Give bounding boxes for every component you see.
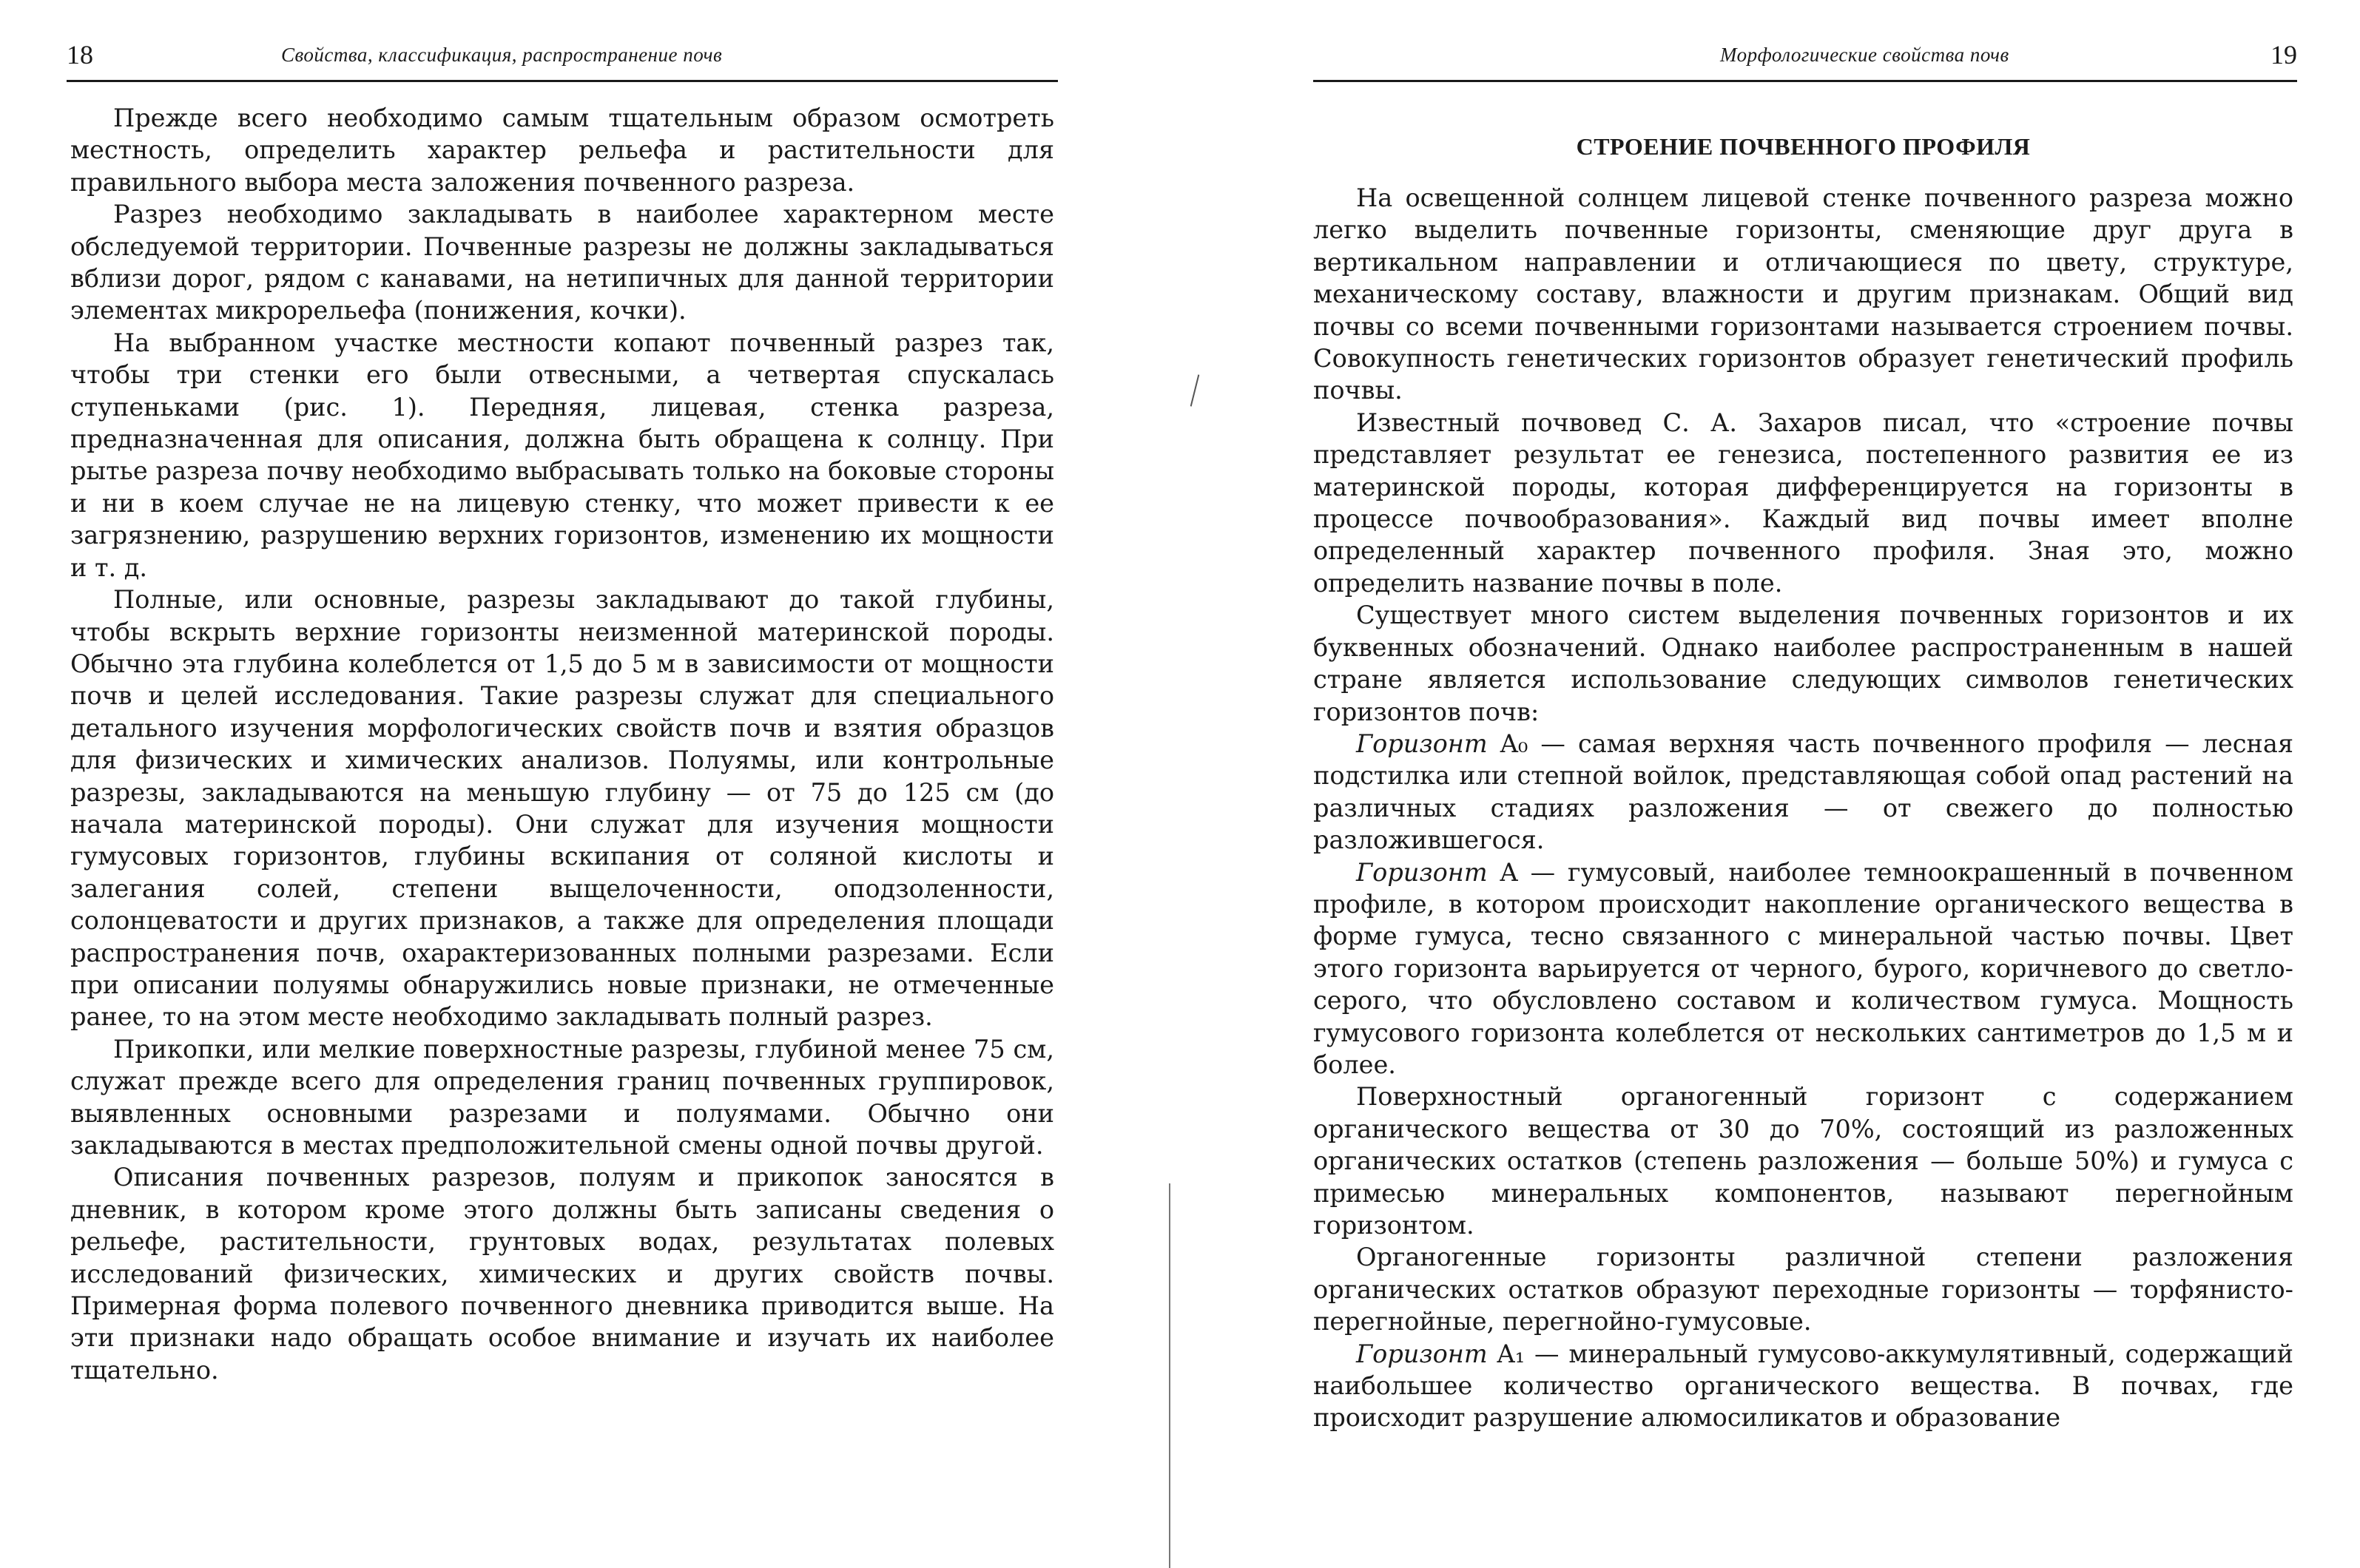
left-page-body — [70, 102, 1054, 1386]
body-paragraph — [1313, 728, 2293, 856]
left-page-header — [67, 36, 1058, 82]
body-paragraph: Разрез необходимо закладывать в наиболее характерном месте обследуемой территории. Почвенные разрезы не должны закладываться вблизи дорог, рядом с канавами, на нетипичных для данной территории элементах микрорельефа (понижения, кочки). — [70, 200, 1054, 325]
paragraph-term: Горизонт — [1356, 729, 1488, 758]
left-running-head: Свойства, классификация, распространение почв — [281, 44, 723, 66]
body-paragraph: Описания почвенных разрезов, полуям и прикопок заносятся в дневник, в котором кроме этого должны быть записаны сведения о рельефе, растительности, грунтовых водах, результатах полевых исследований физических, химических и других свойств почвы. Примерная форма полевого почвенного дневника приводится выше. На эти признаки надо обращать особое внимание и изучать их наиболее тщательно. — [70, 1163, 1054, 1385]
paragraph-text: Известный почвовед С. А. Захаров писал, что «строение почвы представляет результат ее генезиса, постепенного развития ее из материнской породы, которая дифференцируется на горизонты в процессе почвообразования». Каждый вид почвы имеет вполне определенный характер почвенного профиля. Зная это, можно определить название почвы в поле. — [1313, 408, 2293, 598]
body-paragraph — [1313, 182, 2293, 407]
paragraph-text: На освещенной солнцем лицевой стенке почвенного разреза можно легко выделить почвенные горизонты, сменяющие друг друга в вертикальном направлении и отличающиеся по цвету, структуре, механическому составу, влажности и другим признакам. Общий вид почвы со всеми почвенными горизонтами называется строением почвы. Совокупность генетических горизонтов образует генетический профиль почвы. — [1313, 183, 2293, 405]
right-page-header — [1313, 36, 2297, 82]
paragraph-term: Горизонт — [1356, 857, 1488, 887]
gutter-scan-mark — [1169, 1183, 1170, 1568]
body-paragraph: Полные, или основные, разрезы закладывают до такой глубины, чтобы вскрыть верхние горизонты неизменной материнской породы. Обычно эта глубина колеблется от 1,5 до 5 м в зависимости от мощности почв и целей исследования. Такие разрезы служат для специального детального изучения морфологических свойств почв и взятия образцов для физических и химических анализов. Полуямы, или контрольные разрезы, закладываются на меньшую глубину — от 75 до 125 см (до начала материнской породы). Они служат для изучения мощности гумусовых горизонтов, глубины вскипания от соляной кислоты и залегания солей, степени выщелоченности, оподзоленности, солонцеватости и других признаков, а также для определения площади распространения почв, охарактеризованных полными разрезами. Если при описании полуямы обнаружились новые признаки, не отмеченные ранее, то на этом месте необходимо закладывать полный разрез. — [70, 585, 1054, 1032]
body-paragraph — [1313, 856, 2293, 1081]
body-paragraph: Прежде всего необходимо самым тщательным образом осмотреть местность, определить характер рельефа и растительности для правильного выбора места заложения почвенного разреза. — [70, 104, 1054, 197]
left-page — [0, 0, 1180, 1564]
body-paragraph — [1313, 1081, 2293, 1241]
paragraph-text: A₀ — самая верхняя часть почвенного профиля — лесная подстилка или степной войлок, представляющая собой опад растений на различных стадиях разложения — от свежего до полностью разложившегося. — [1313, 729, 2293, 855]
body-paragraph — [1313, 1241, 2293, 1337]
body-paragraph: На выбранном участке местности копают почвенный разрез так, чтобы три стенки его были отвесными, а четвертая спускалась ступеньками (рис. 1). Передняя, лицевая, стенка разреза, предназначенная для описания, должна быть обращена к солнцу. При рытье разреза почву необходимо выбрасывать только на боковые стороны и ни в коем случае не на лицевую стенку, что может привести к ее загрязнению, разрушению верхних горизонтов, изменению их мощности и т. д. — [70, 328, 1054, 582]
body-paragraph — [1313, 599, 2293, 728]
right-page-number: 19 — [2270, 40, 2297, 70]
left-page-number: 18 — [67, 40, 93, 70]
paragraph-text: Существует много систем выделения почвенных горизонтов и их буквенных обозначений. Однако наиболее распространенным в нашей стране является использование следующих символов генетических горизонтов почв: — [1313, 601, 2293, 726]
body-paragraph — [1313, 1338, 2293, 1434]
paragraph-text: Поверхностный органогенный горизонт с содержанием органического вещества от 30 до 70%, состоящий из разложенных органических остатков (степень разложения — больше 50%) и гумуса с примесью минеральных компонентов, называют перегнойным горизонтом. — [1313, 1082, 2293, 1240]
body-paragraph — [1313, 407, 2293, 599]
right-running-head: Морфологические свойства почв — [1720, 44, 2009, 66]
paragraph-text: A₁ — минеральный гумусово-аккумулятивный, содержащий наибольшее количество органического вещества. В почвах, где происходит разрушение алюмосиликатов и образование — [1313, 1339, 2293, 1433]
body-paragraph: Прикопки, или мелкие поверхностные разрезы, глубиной менее 75 см, служат прежде всего для определения границ почвенных группировок, выявленных основными разрезами и полуямами. Обычно они закладываются в местах предположительной смены одной почвы другой. — [70, 1034, 1054, 1160]
right-page — [1180, 0, 2360, 1564]
section-title: СТРОЕНИЕ ПОЧВЕННОГО ПРОФИЛЯ — [1576, 133, 2031, 160]
right-page-body — [1313, 132, 2293, 1434]
paragraph-term: Горизонт — [1356, 1339, 1488, 1368]
paragraph-text: Органогенные горизонты различной степени разложения органических остатков образуют переходные горизонты — торфянисто-перегнойные, перегнойно-гумусовые. — [1313, 1243, 2293, 1336]
paragraph-text: A — гумусовый, наиболее темноокрашенный в почвенном профиле, в котором происходит накопление органического вещества в форме гумуса, тесно связанного с минеральной частью почвы. Цвет этого горизонта варьируется от черного, бурого, коричневого до светло-серого, что обусловлено составом и количеством гумуса. Мощность гумусового горизонта колеблется от нескольких сантиметров до 1,5 м и более. — [1313, 857, 2293, 1079]
